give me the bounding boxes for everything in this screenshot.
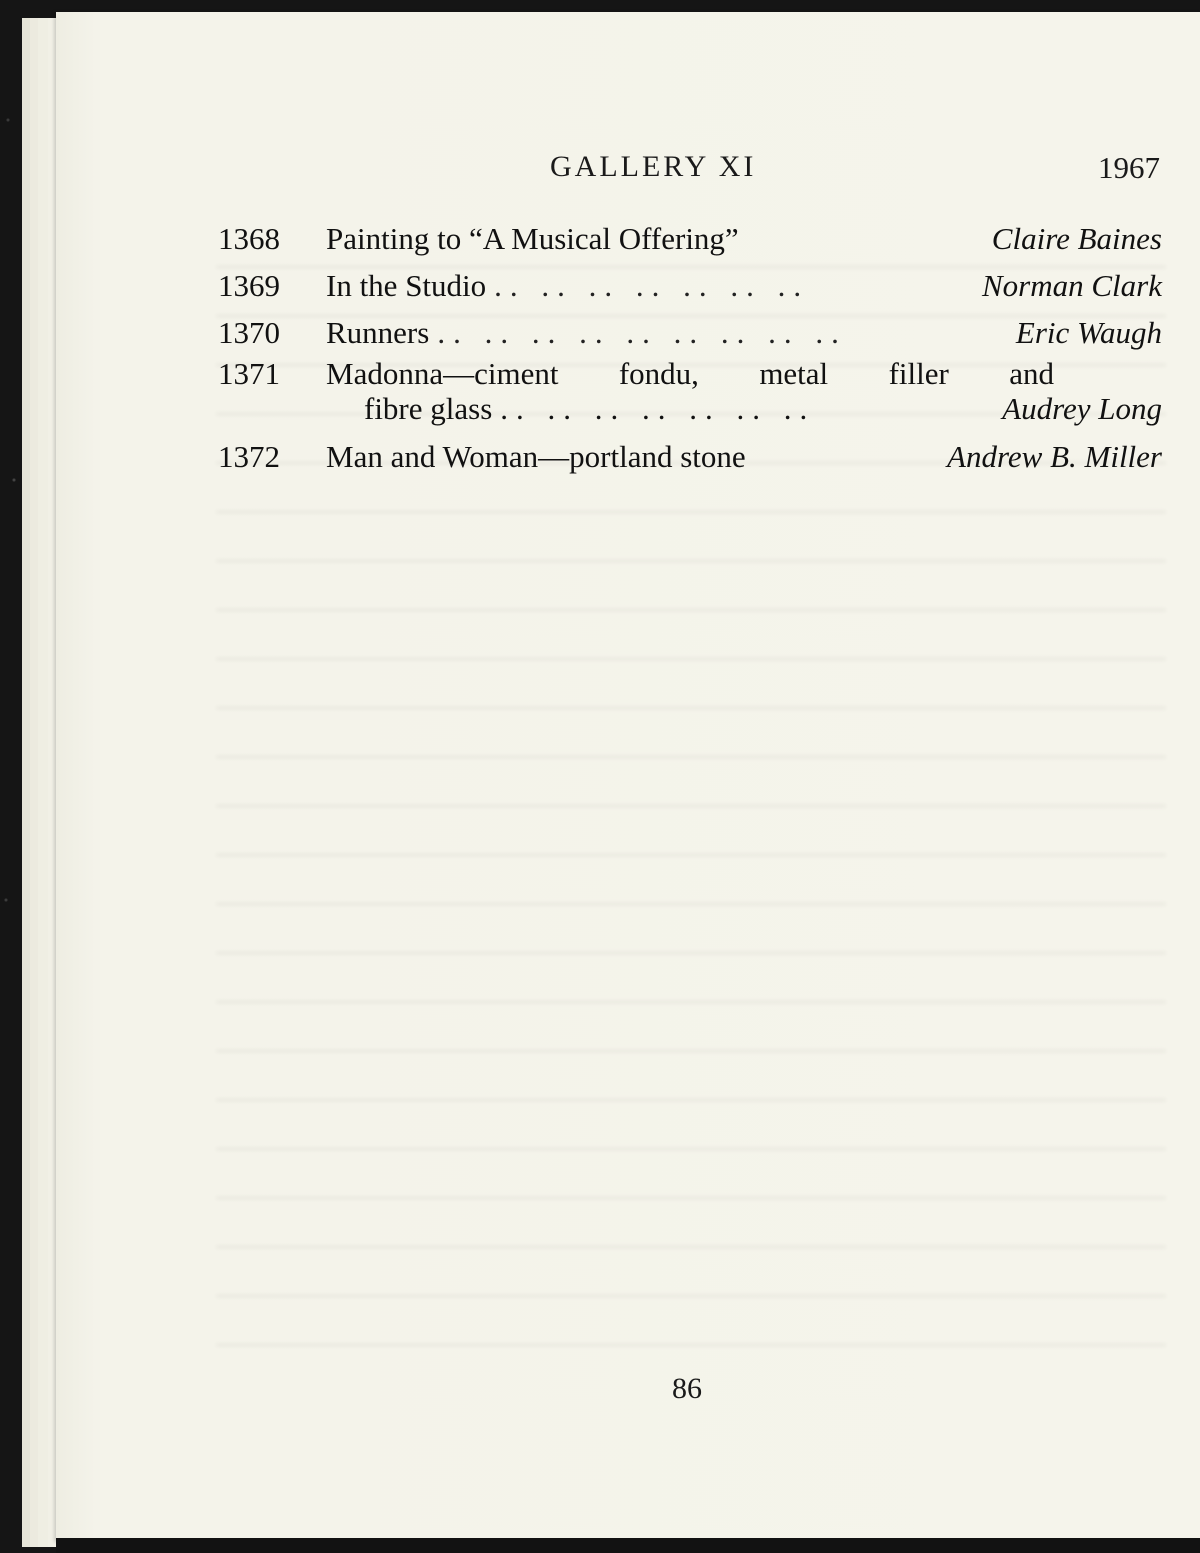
entry-title-line-1 <box>326 356 1162 391</box>
entry-continuation <box>364 391 1162 433</box>
entry-artist: Norman Clark <box>982 268 1162 303</box>
catalogue-entry <box>218 356 1162 391</box>
catalogue-entry <box>218 215 1162 262</box>
entry-number: 1372 <box>218 439 280 474</box>
entry-title-word: fondu, <box>618 356 699 391</box>
entry-title-word: Madonna—ciment <box>326 356 559 391</box>
entry-title: Runners <box>326 315 430 350</box>
entry-title: In the Studio <box>326 268 487 303</box>
entry-title-word: and <box>1009 356 1054 391</box>
entry-artist: Eric Waugh <box>1015 315 1162 350</box>
page-number: 86 <box>672 1372 702 1405</box>
entry-artist: Andrew B. Miller <box>947 439 1162 474</box>
entry-number: 1369 <box>218 268 280 303</box>
catalogue-entry <box>218 433 1162 480</box>
entry-number: 1371 <box>218 356 280 391</box>
year-label: 1967 <box>1098 150 1160 185</box>
dot-leaders: .. .. .. .. .. .. .. <box>494 268 810 303</box>
catalogue-page <box>56 12 1200 1542</box>
section-title: GALLERY XI <box>550 150 757 183</box>
entry-number: 1368 <box>218 221 280 256</box>
entry-title-word: metal <box>759 356 829 391</box>
entry-list <box>218 215 1162 480</box>
entry-title: Painting to “A Musical Offering” <box>326 221 739 256</box>
entry-title-line-2: fibre glass <box>364 391 493 426</box>
entry-number: 1370 <box>218 315 280 350</box>
bottom-shadow <box>56 1538 1200 1553</box>
entry-title: Man and Woman—portland stone <box>326 439 746 474</box>
dot-leaders: .. .. .. .. .. .. .. <box>500 391 816 426</box>
dot-leaders: .. .. .. .. .. .. .. .. .. <box>437 315 847 350</box>
entry-artist: Audrey Long <box>1002 391 1162 426</box>
catalogue-entry <box>218 309 1162 356</box>
running-header <box>56 150 1200 194</box>
entry-title-word: filler <box>888 356 949 391</box>
entry-artist: Claire Baines <box>991 221 1162 256</box>
catalogue-entry <box>218 262 1162 309</box>
